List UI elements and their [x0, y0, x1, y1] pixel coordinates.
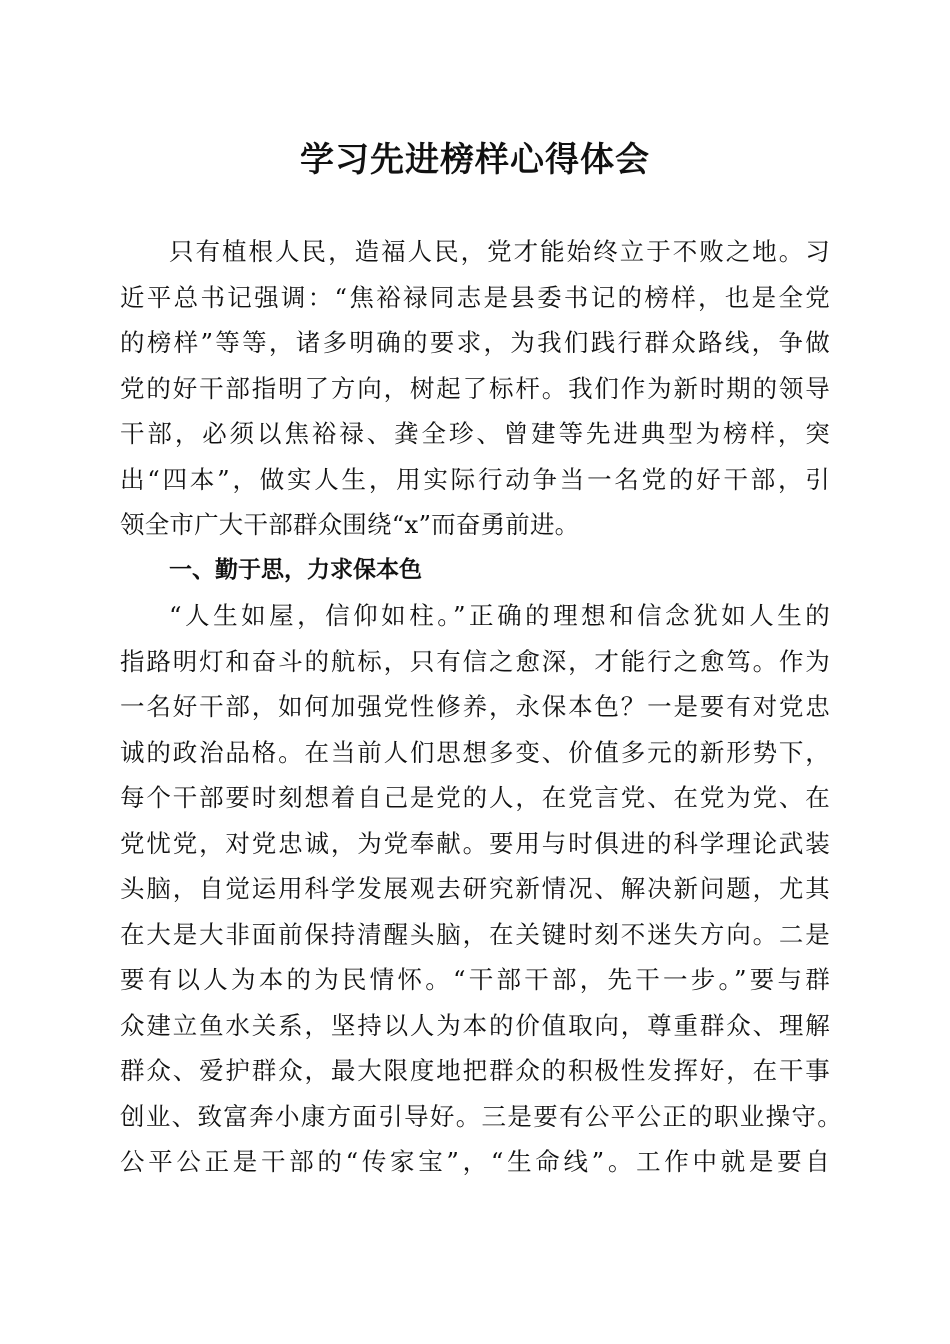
paragraph-line: 创业、致富奔小康方面引导好。三是要有公平公正的职业操守。 [120, 1101, 842, 1131]
intro-paragraph [120, 229, 830, 548]
paragraph-line: 众建立鱼水关系，坚持以人为本的价值取向，尊重群众、理解 [120, 1010, 830, 1040]
paragraph-line: 指路明灯和奋斗的航标，只有信之愈深，才能行之愈笃。作为 [120, 646, 830, 676]
section-heading: 一、勤于思，力求保本色 [169, 556, 422, 583]
document-body [120, 229, 842, 1185]
paragraph-line: 公平公正是干部的“传家宝”，“生命线”。工作中就是要自 [120, 1147, 830, 1176]
paragraph-line: 在大是大非面前保持清醒头脑，在关键时刻不迷失方向。二是 [120, 919, 830, 949]
paragraph-line: 头脑，自觉运用科学发展观去研究新情况、解决新问题，尤其 [120, 874, 830, 903]
paragraph-line: 干部，必须以焦裕禄、龚全珍、曾建等先进典型为榜样，突 [120, 419, 830, 448]
paragraph-line: 领全市广大干部群众围绕“x”而奋勇前进。 [120, 510, 580, 539]
paragraph-line: 党忧党，对党忠诚，为党奉献。要用与时俱进的科学理论武装 [120, 828, 830, 858]
paragraph-line: 党的好干部指明了方向，树起了标杆。我们作为新时期的领导 [120, 373, 830, 403]
section-paragraph [120, 593, 842, 1185]
paragraph-line: 每个干部要时刻想着自己是党的人，在党言党、在党为党、在 [120, 783, 830, 812]
paragraph-line: 要有以人为本的为民情怀。“干部干部，先干一步。”要与群 [120, 965, 830, 994]
paragraph-line: 群众、爱护群众，最大限度地把群众的积极性发挥好，在干事 [120, 1056, 830, 1085]
paragraph-line: 近平总书记强调：“焦裕禄同志是县委书记的榜样，也是全党 [120, 282, 830, 312]
paragraph-line: “人生如屋，信仰如柱。”正确的理想和信念犹如人生的 [169, 601, 830, 630]
paragraph-line: 诚的政治品格。在当前人们思想多变、价值多元的新形势下， [120, 737, 830, 767]
paragraph-line: 一名好干部，如何加强党性修养，永保本色？一是要有对党忠 [120, 692, 830, 721]
paragraph-line: 只有植根人民，造福人民，党才能始终立于不败之地。习 [169, 237, 830, 266]
paragraph-line: 的榜样”等等，诸多明确的要求，为我们践行群众路线，争做 [120, 328, 830, 357]
document-title: 学习先进榜样心得体会 [300, 140, 650, 180]
paragraph-line: 出“四本”，做实人生，用实际行动争当一名党的好干部，引 [120, 464, 830, 494]
